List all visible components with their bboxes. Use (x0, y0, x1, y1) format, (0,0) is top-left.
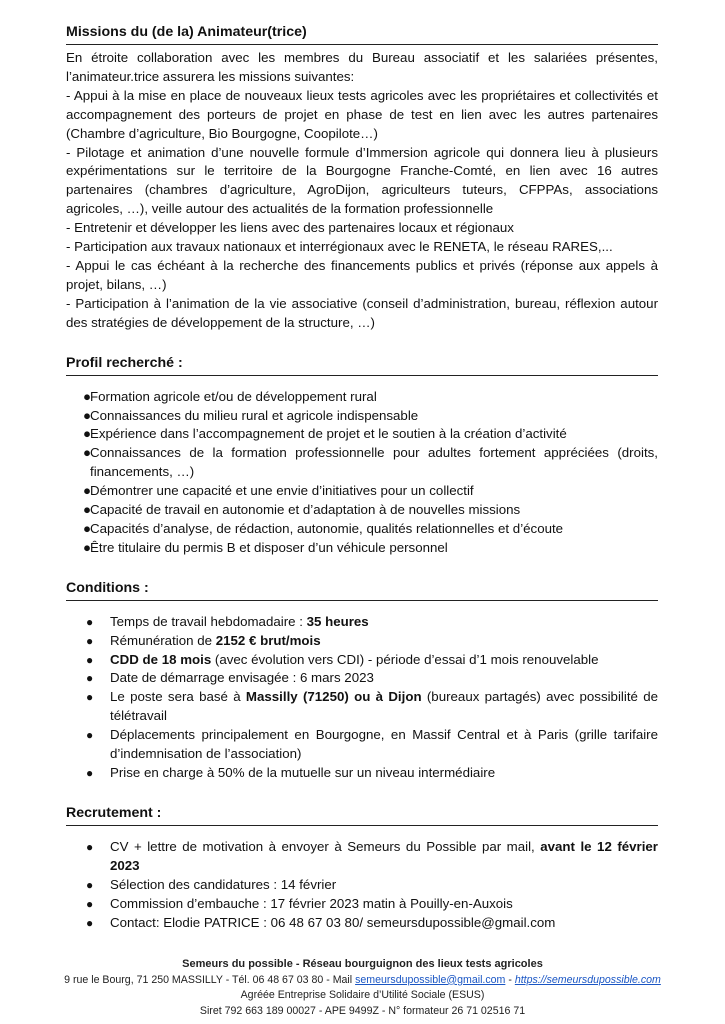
work-location: Massilly (71250) ou à Dijon (245, 689, 422, 705)
salary: 2152 € brut/mois (215, 632, 321, 648)
list-item (66, 688, 658, 726)
list-item-text: Capacité de travail en autonomie et d’adaptation à de nouvelles missions (90, 502, 521, 518)
work-hours: 35 heures (306, 613, 369, 629)
list-item-text: Expérience dans l’accompagnement de projet et le soutien à la création d’activité (90, 426, 567, 442)
job-offer-document (66, 22, 658, 932)
conditions-list (66, 613, 658, 783)
list-item-text: Prise en charge à 50% de la mutuelle sur un niveau intermédiaire (110, 765, 496, 780)
bullet-icon: ● (83, 407, 92, 423)
list-item (66, 895, 658, 914)
recrutement-heading: Recrutement : (66, 803, 658, 826)
list-item-text: Déplacements principalement en Bourgogne, en Massif Central et à Paris (grille tarifaire d’indemnisation de l’association) (110, 727, 658, 762)
list-item (66, 444, 658, 482)
bullet-icon: ● (86, 614, 94, 629)
mission-item: - Participation aux travaux nationaux et interrégionaux avec le RENETA, le réseau RARES,... (66, 239, 613, 255)
bullet-icon: ● (83, 483, 92, 499)
bullet-icon: ● (86, 728, 94, 743)
bullet-icon: ● (86, 652, 94, 667)
list-item (66, 482, 658, 501)
list-item (66, 651, 658, 670)
list-item (66, 520, 658, 539)
list-item (66, 539, 658, 558)
list-item-text: Démontrer une capacité et une envie d’initiatives pour un collectif (90, 483, 474, 499)
mission-item: - Participation à l’animation de la vie associative (conseil d’administration, bureau, réflexion autour des stratégies de développement de la structure, …) (66, 295, 658, 330)
bullet-icon: ● (86, 839, 94, 854)
bullet-icon: ● (83, 388, 92, 404)
missions-heading: Missions du (de la) Animateur(trice) (66, 22, 658, 45)
list-item (66, 914, 658, 933)
list-item-text: Rémunération de (110, 632, 216, 648)
page-footer (0, 957, 725, 1019)
list-item (66, 764, 658, 783)
mission-item: - Appui le cas échéant à la recherche des financements publics et privés (réponse aux appels à projet, bilans, …) (66, 257, 658, 292)
list-item-text: (bureaux partagés) avec possibilité de télétravail (110, 689, 658, 724)
website-link[interactable]: https://semeursdupossible.com (514, 973, 661, 986)
list-item-text: Formation agricole et/ou de développement rural (90, 388, 377, 404)
list-item (66, 669, 658, 688)
bullet-icon: ● (86, 766, 94, 780)
contact-line: Contact: Elodie PATRICE : 06 48 67 03 80/ semeursdupossible@gmail.com (110, 914, 556, 930)
list-item-text: Le poste sera basé à (110, 689, 246, 705)
list-item-text: Commission d’embauche : 17 février 2023 matin à Pouilly-en-Auxois (110, 895, 513, 911)
list-item (66, 632, 658, 651)
recrutement-list (66, 838, 658, 933)
list-item-text: CV + lettre de motivation à envoyer à Semeurs du Possible par mail, (110, 838, 541, 854)
list-item (66, 388, 658, 407)
list-item-text: Connaissances du milieu rural et agricole indispensable (90, 407, 419, 423)
list-item (66, 613, 658, 632)
list-item-text: (avec évolution vers CDI) - période d’essai d’1 mois renouvelable (211, 651, 599, 667)
list-item (66, 407, 658, 426)
bullet-icon: ● (83, 520, 92, 536)
list-item-text: Être titulaire du permis B et disposer d’un véhicule personnel (90, 539, 448, 555)
list-item (66, 838, 658, 876)
bullet-icon: ● (83, 445, 92, 461)
list-item (66, 425, 658, 444)
bullet-icon: ● (86, 915, 94, 930)
footer-siret: Siret 792 663 189 00027 - APE 9499Z - N° formateur 26 71 02516 71 (199, 1004, 526, 1017)
bullet-icon: ● (83, 502, 92, 518)
mission-item: - Entretenir et développer les liens avec des partenaires locaux et régionaux (66, 220, 514, 236)
mission-item: - Appui à la mise en place de nouveaux lieux tests agricoles avec les propriétaires et collectivités et accompagnement des porteurs de projet en phase de test en lien avec les autres partenaires (Chambre d’agriculture, Bio Bourgogne, Coopilote…) (66, 87, 658, 141)
footer-address-line (0, 973, 725, 989)
email-link[interactable]: semeursdupossible@gmail.com (355, 973, 506, 986)
list-item-text: Temps de travail hebdomadaire : (110, 613, 307, 629)
list-item-text: Date de démarrage envisagée : 6 mars 2023 (110, 670, 374, 686)
list-item-text: Sélection des candidatures : 14 février (110, 876, 337, 892)
bullet-icon: ● (83, 539, 92, 555)
profil-list (66, 388, 658, 558)
application-deadline: avant le 12 février 2023 (110, 838, 658, 873)
bullet-icon: ● (86, 633, 94, 648)
bullet-icon: ● (86, 690, 94, 705)
bullet-icon: ● (86, 877, 94, 892)
bullet-icon: ● (86, 896, 94, 911)
list-item-text: Capacités d’analyse, de rédaction, autonomie, qualités relationnelles et d’écoute (90, 520, 564, 536)
bullet-icon: ● (86, 671, 94, 686)
missions-intro: En étroite collaboration avec les membres du Bureau associatif et les salariées présentes, l’animateur.trice assurera les missions suivantes: (66, 50, 658, 84)
bullet-icon: ● (83, 426, 92, 442)
list-item (66, 501, 658, 520)
footer-esus: Agréée Entreprise Solidaire d’Utilité Sociale (ESUS) (240, 989, 485, 1002)
footer-separator: - (505, 973, 515, 986)
mission-item: - Pilotage et animation d’une nouvelle formule d’Immersion agricole qui donnera lieu à plusieurs expérimentations sur le territoire de la Bourgogne Franche-Comté, en lien avec 16 autres partenaires (chambres d’agriculture, AgroDijon, agriculteurs tuteurs, CFPPAs, associations agricoles, …), veille autour des actualités de la formation professionnelle (66, 144, 658, 217)
list-item (66, 726, 658, 764)
footer-address: 9 rue le Bourg, 71 250 MASSILLY - Tél. 06 48 67 03 80 - Mail (64, 973, 356, 986)
conditions-heading: Conditions : (66, 578, 658, 601)
list-item (66, 876, 658, 895)
footer-org-name: Semeurs du possible - Réseau bourguignon des lieux tests agricoles (182, 958, 543, 970)
list-item-text: Connaissances de la formation professionnelle pour adultes fortement appréciées (droits, financements, …) (90, 445, 658, 480)
contract-type: CDD de 18 mois (110, 651, 212, 667)
profil-heading: Profil recherché : (66, 353, 658, 376)
